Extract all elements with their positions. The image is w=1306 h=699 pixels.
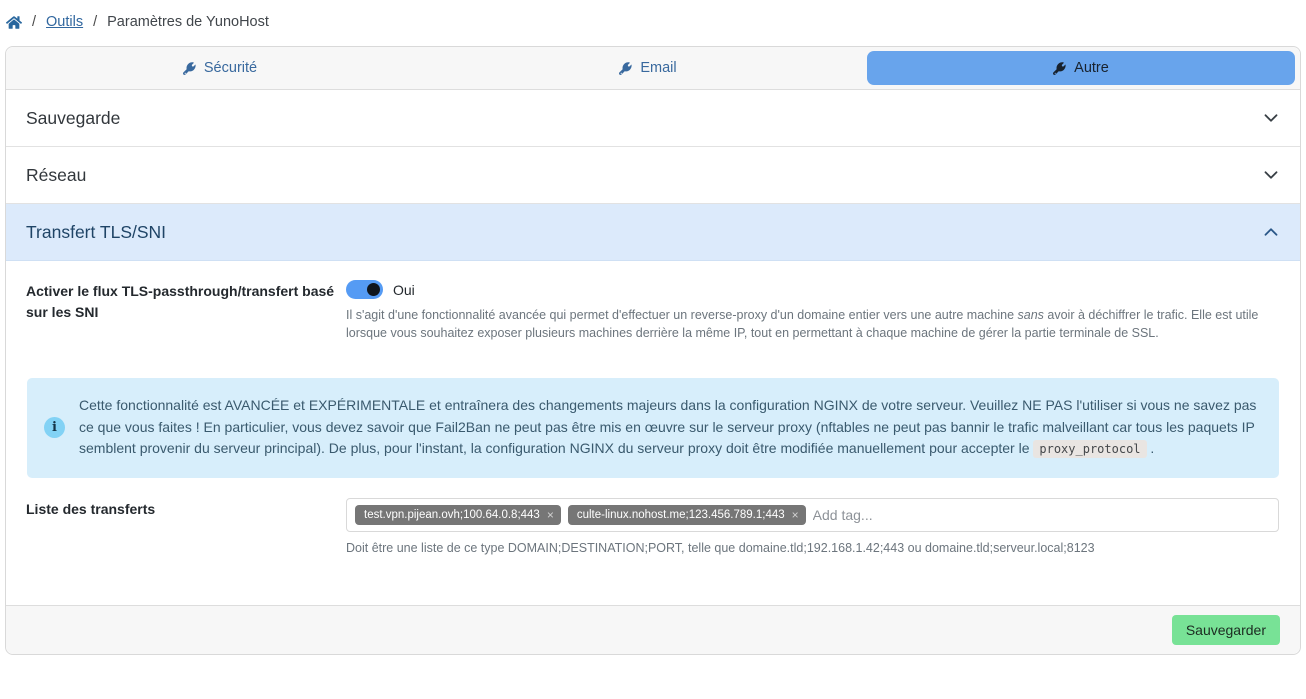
settings-card xyxy=(5,46,1301,655)
save-button[interactable]: Sauvegarder xyxy=(1172,615,1280,645)
toggle-field-row xyxy=(26,280,1280,342)
section-title: Transfert TLS/SNI xyxy=(26,221,167,242)
tab-email[interactable] xyxy=(434,47,862,89)
code-chip: proxy_protocol xyxy=(1033,440,1146,458)
wrench-icon xyxy=(183,62,196,75)
toggle-value: Oui xyxy=(393,281,415,298)
chevron-down-icon xyxy=(1260,164,1282,186)
tab-label: Autre xyxy=(1074,60,1109,76)
tags-field-row xyxy=(26,498,1280,557)
tls-passthrough-toggle[interactable] xyxy=(346,280,383,299)
tags-input[interactable] xyxy=(346,498,1279,532)
tag-pill xyxy=(355,505,561,525)
breadcrumb-separator: / xyxy=(32,14,37,30)
info-alert xyxy=(27,378,1279,478)
breadcrumb-current: Paramètres de YunoHost xyxy=(107,14,269,30)
remove-tag-icon[interactable]: × xyxy=(546,507,554,522)
chevron-down-icon xyxy=(1260,107,1282,129)
info-icon: i xyxy=(44,417,65,438)
toggle-knob xyxy=(367,283,380,296)
toggle-field-help: Il s'agit d'une fonctionnalité avancée qui permet d'effectuer un reverse-proxy d'un domaine entier vers une autre machine sans avoir à déchiffrer le trafic. Elle est utile lorsque vous souhaitez exposer plusieurs machines derrière la même IP, tout en permettant à chaque machine de gérer la partie terminale de SSL. xyxy=(346,308,1259,340)
accordion-sauvegarde[interactable] xyxy=(6,90,1300,147)
breadcrumb xyxy=(0,0,1306,42)
tag-pill xyxy=(568,505,806,525)
info-alert-text: Cette fonctionnalité est AVANCÉE et EXPÉRIMENTALE et entraînera des changements majeurs dans la configuration NGINX de votre serveur. Veuillez NE PAS l'utiliser si vous ne savez pas ce que vous faites ! En particulier, vous devez savoir que Fail2Ban ne peut pas être mis en œuvre sur le serveur proxy (nftables ne peut pas bannir le trafic malveillant car tous les paquets IP semblent provenir du serveur principal). De plus, pour l'instant, la configuration NGINX du serveur proxy doit être modifiée manuellement pour accepter le proxy_protocol . xyxy=(79,397,1257,456)
accordion-reseau[interactable] xyxy=(6,147,1300,204)
remove-tag-icon[interactable]: × xyxy=(791,507,799,522)
breadcrumb-separator: / xyxy=(93,14,98,30)
card-footer xyxy=(6,605,1300,654)
section-title: Sauvegarde xyxy=(26,107,121,128)
section-title: Réseau xyxy=(26,164,87,185)
tags-field-label: Liste des transferts xyxy=(26,500,156,517)
wrench-icon xyxy=(619,62,632,75)
toggle-field-label: Activer le flux TLS-passthrough/transfert basé sur les SNI xyxy=(26,283,335,320)
chevron-up-icon xyxy=(1260,221,1282,243)
accordion-transfert-tls-sni[interactable] xyxy=(6,204,1300,261)
tags-field-help: Doit être une liste de ce type DOMAIN;DESTINATION;PORT, telle que domaine.tld;192.168.1.42;443 ou domaine.tld;serveur.local;8123 xyxy=(346,540,1095,555)
tag-text: test.vpn.pijean.ovh;100.64.0.8;443 xyxy=(364,508,540,521)
breadcrumb-outils[interactable]: Outils xyxy=(46,14,84,30)
add-tag-input[interactable] xyxy=(813,507,1270,523)
home-icon xyxy=(6,15,22,30)
tab-label: Email xyxy=(640,60,677,76)
tab-label: Sécurité xyxy=(203,60,258,76)
transfert-panel xyxy=(6,261,1300,605)
tab-bar xyxy=(6,47,1300,90)
tab-securite[interactable] xyxy=(6,47,434,89)
tag-text: culte-linux.nohost.me;123.456.789.1;443 xyxy=(576,508,785,521)
tab-autre[interactable] xyxy=(867,51,1295,85)
home-link[interactable] xyxy=(6,15,22,30)
wrench-icon xyxy=(1053,62,1066,75)
